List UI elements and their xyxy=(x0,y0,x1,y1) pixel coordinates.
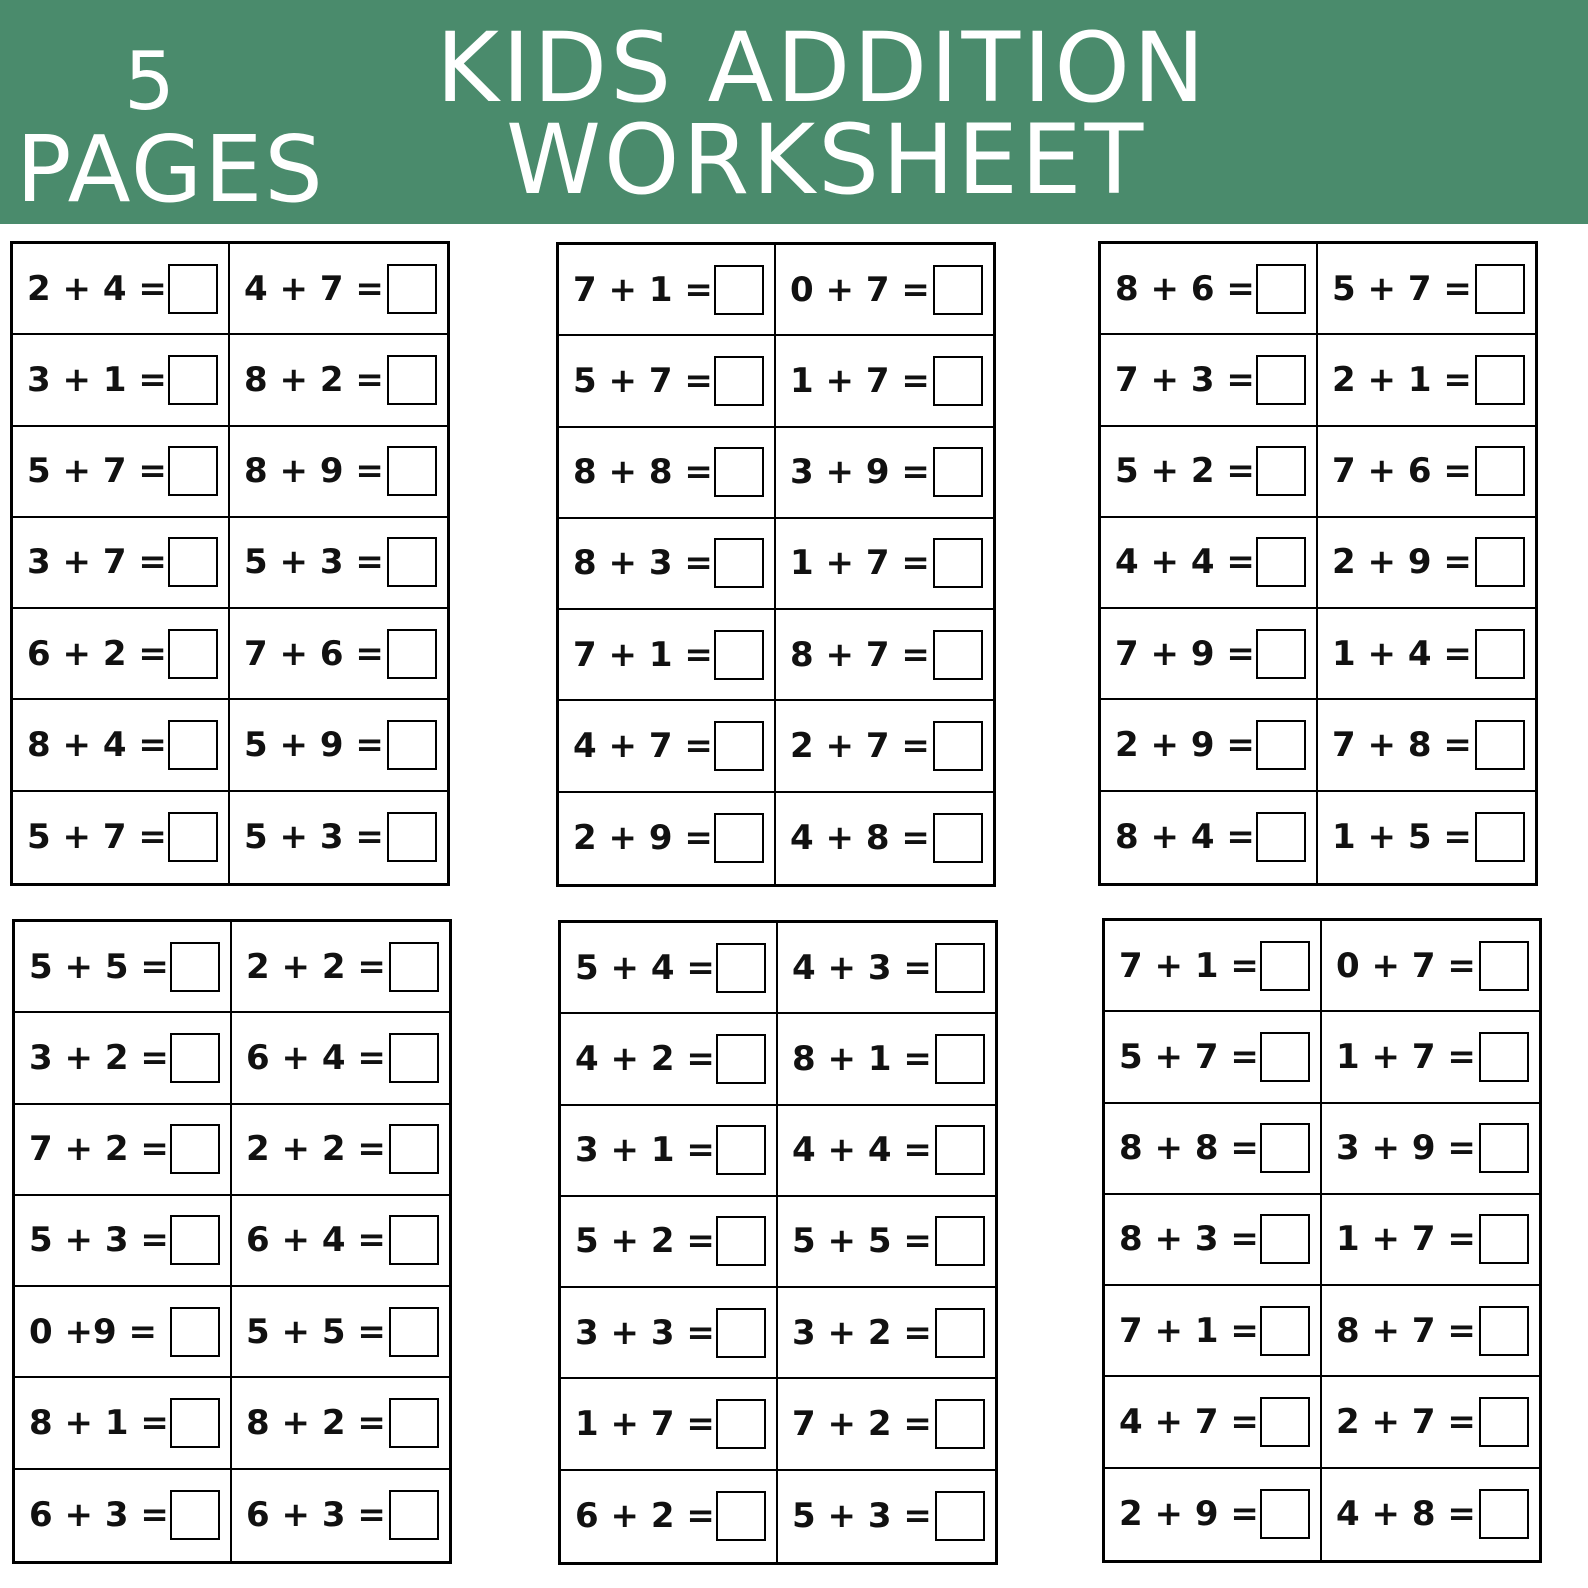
answer-box[interactable] xyxy=(1479,1032,1529,1082)
problem-cell xyxy=(1318,518,1535,609)
answer-box[interactable] xyxy=(935,1308,985,1358)
worksheet-page-6 xyxy=(1102,918,1542,1563)
problem-text: 8 + 3 = xyxy=(1119,1219,1259,1260)
answer-box[interactable] xyxy=(716,943,766,993)
answer-box[interactable] xyxy=(389,1398,439,1448)
problem-cell xyxy=(232,1378,449,1469)
problem-cell xyxy=(561,1379,778,1470)
problem-cell xyxy=(232,1013,449,1104)
problem-cell xyxy=(778,1379,995,1470)
answer-box[interactable] xyxy=(1479,1489,1529,1539)
problem-cell xyxy=(1318,609,1535,700)
problem-cell xyxy=(776,336,993,427)
problem-cell xyxy=(1105,1104,1322,1195)
problem-text: 1 + 7 = xyxy=(790,360,930,401)
answer-box[interactable] xyxy=(168,720,218,770)
problem-cell xyxy=(559,610,776,701)
problem-cell xyxy=(1322,1104,1539,1195)
problem-text: 8 + 6 = xyxy=(1115,268,1255,309)
problem-text: 5 + 9 = xyxy=(244,725,384,766)
problem-cell xyxy=(778,1197,995,1288)
problem-text: 0 + 7 = xyxy=(790,269,930,310)
problem-cell xyxy=(778,1471,995,1562)
problem-cell xyxy=(1322,1469,1539,1560)
problem-cell xyxy=(15,1378,232,1469)
worksheet-page-2 xyxy=(556,242,996,887)
pages-label: PAGES xyxy=(16,116,325,223)
problem-cell xyxy=(13,518,230,609)
answer-box[interactable] xyxy=(1260,1214,1310,1264)
problem-cell xyxy=(1322,1012,1539,1103)
problem-cell xyxy=(230,244,447,335)
problem-text: 7 + 6 = xyxy=(244,633,384,674)
problem-text: 4 + 7 = xyxy=(573,726,713,767)
answer-box[interactable] xyxy=(1479,1306,1529,1356)
answer-box[interactable] xyxy=(716,1491,766,1541)
problem-cell xyxy=(230,700,447,791)
problem-text: 5 + 5 = xyxy=(792,1221,932,1262)
problem-text: 8 + 2 = xyxy=(246,1403,386,1444)
problem-text: 7 + 2 = xyxy=(792,1404,932,1445)
answer-box[interactable] xyxy=(389,942,439,992)
worksheet-page-3 xyxy=(1098,241,1538,886)
problem-text: 1 + 7 = xyxy=(790,543,930,584)
problem-cell xyxy=(776,793,993,884)
problem-cell xyxy=(1105,1195,1322,1286)
problem-text: 6 + 4 = xyxy=(246,1037,386,1078)
answer-box[interactable] xyxy=(933,721,983,771)
answer-box[interactable] xyxy=(714,538,764,588)
answer-box[interactable] xyxy=(714,447,764,497)
problem-text: 1 + 7 = xyxy=(1336,1036,1476,1077)
problem-cell xyxy=(15,1105,232,1196)
problem-text: 5 + 3 = xyxy=(244,817,384,858)
problem-text: 5 + 7 = xyxy=(1119,1036,1259,1077)
problem-text: 5 + 7 = xyxy=(27,817,167,858)
problem-text: 7 + 2 = xyxy=(29,1129,169,1170)
answer-box[interactable] xyxy=(935,1216,985,1266)
answer-box[interactable] xyxy=(168,629,218,679)
answer-box[interactable] xyxy=(387,264,437,314)
problem-cell xyxy=(1318,335,1535,426)
answer-box[interactable] xyxy=(1260,941,1310,991)
problem-text: 7 + 8 = xyxy=(1332,725,1472,766)
problem-cell xyxy=(230,792,447,883)
answer-box[interactable] xyxy=(389,1490,439,1540)
problem-text: 4 + 8 = xyxy=(1336,1494,1476,1535)
problem-cell xyxy=(1101,792,1318,883)
problem-cell xyxy=(232,922,449,1013)
problem-cell xyxy=(561,1106,778,1197)
problem-cell xyxy=(778,923,995,1014)
problem-text: 5 + 7 = xyxy=(1332,268,1472,309)
problem-text: 2 + 7 = xyxy=(790,726,930,767)
problem-text: 8 + 4 = xyxy=(1115,817,1255,858)
problem-text: 7 + 1 = xyxy=(1119,945,1259,986)
answer-box[interactable] xyxy=(933,538,983,588)
problem-cell xyxy=(15,1470,232,1561)
problem-cell xyxy=(230,518,447,609)
problem-text: 8 + 2 = xyxy=(244,359,384,400)
answer-box[interactable] xyxy=(935,1399,985,1449)
answer-box[interactable] xyxy=(1479,1214,1529,1264)
answer-box[interactable] xyxy=(170,1490,220,1540)
answer-box[interactable] xyxy=(389,1033,439,1083)
problem-text: 8 + 8 = xyxy=(573,452,713,493)
page-title-line2: WORKSHEET xyxy=(506,104,1147,216)
problem-text: 3 + 9 = xyxy=(790,452,930,493)
answer-box[interactable] xyxy=(168,812,218,862)
problem-cell xyxy=(1318,792,1535,883)
answer-box[interactable] xyxy=(387,812,437,862)
problem-cell xyxy=(559,793,776,884)
answer-box[interactable] xyxy=(170,1124,220,1174)
problem-text: 8 + 4 = xyxy=(27,725,167,766)
answer-box[interactable] xyxy=(1256,812,1306,862)
answer-box[interactable] xyxy=(716,1399,766,1449)
problem-cell xyxy=(1105,1469,1322,1560)
problem-text: 5 + 4 = xyxy=(575,947,715,988)
problem-cell xyxy=(1101,244,1318,335)
problem-text: 4 + 8 = xyxy=(790,818,930,859)
answer-box[interactable] xyxy=(716,1308,766,1358)
problem-text: 2 + 4 = xyxy=(27,268,167,309)
problem-text: 3 + 1 = xyxy=(575,1130,715,1171)
problem-cell xyxy=(13,700,230,791)
answer-box[interactable] xyxy=(933,630,983,680)
problem-cell xyxy=(561,1197,778,1288)
problem-text: 7 + 6 = xyxy=(1332,451,1472,492)
problem-cell xyxy=(1105,1377,1322,1468)
answer-box[interactable] xyxy=(170,1398,220,1448)
answer-box[interactable] xyxy=(387,537,437,587)
problem-cell xyxy=(1105,1012,1322,1103)
problem-text: 4 + 3 = xyxy=(792,947,932,988)
problem-cell xyxy=(1318,427,1535,518)
problem-text: 3 + 7 = xyxy=(27,542,167,583)
problem-cell xyxy=(15,1196,232,1287)
answer-box[interactable] xyxy=(1475,629,1525,679)
problem-text: 7 + 1 = xyxy=(573,269,713,310)
problem-text: 7 + 9 = xyxy=(1115,633,1255,674)
problem-text: 6 + 2 = xyxy=(27,633,167,674)
problem-text: 6 + 4 = xyxy=(246,1220,386,1261)
answer-box[interactable] xyxy=(933,813,983,863)
answer-box[interactable] xyxy=(716,1125,766,1175)
problem-cell xyxy=(1105,1286,1322,1377)
problem-cell xyxy=(1318,700,1535,791)
problem-cell xyxy=(559,336,776,427)
title-banner xyxy=(0,0,1588,224)
answer-box[interactable] xyxy=(935,1491,985,1541)
problem-text: 4 + 7 = xyxy=(1119,1402,1259,1443)
problem-cell xyxy=(1101,609,1318,700)
problem-text: 6 + 3 = xyxy=(29,1495,169,1536)
problem-cell xyxy=(778,1014,995,1105)
answer-box[interactable] xyxy=(935,943,985,993)
problem-cell xyxy=(1322,921,1539,1012)
problem-text: 8 + 8 = xyxy=(1119,1128,1259,1169)
answer-box[interactable] xyxy=(1475,446,1525,496)
problem-text: 1 + 5 = xyxy=(1332,817,1472,858)
problem-cell xyxy=(561,1471,778,1562)
problem-text: 8 + 3 = xyxy=(573,543,713,584)
problem-cell xyxy=(778,1288,995,1379)
problem-text: 7 + 1 = xyxy=(573,634,713,675)
answer-box[interactable] xyxy=(1260,1489,1310,1539)
problem-cell xyxy=(776,245,993,336)
problem-text: 5 + 3 = xyxy=(244,542,384,583)
problem-cell xyxy=(13,609,230,700)
answer-box[interactable] xyxy=(714,721,764,771)
answer-box[interactable] xyxy=(1475,720,1525,770)
problem-cell xyxy=(1101,700,1318,791)
answer-box[interactable] xyxy=(1256,355,1306,405)
problem-text: 5 + 3 = xyxy=(29,1220,169,1261)
problem-cell xyxy=(561,1014,778,1105)
worksheet-page-5 xyxy=(558,920,998,1565)
problem-cell xyxy=(230,335,447,426)
problem-cell xyxy=(232,1105,449,1196)
problem-text: 5 + 7 = xyxy=(27,451,167,492)
problem-cell xyxy=(1322,1377,1539,1468)
problem-cell xyxy=(15,1013,232,1104)
answer-box[interactable] xyxy=(168,446,218,496)
problem-text: 7 + 3 = xyxy=(1115,359,1255,400)
answer-box[interactable] xyxy=(168,355,218,405)
answer-box[interactable] xyxy=(168,264,218,314)
problem-text: 2 + 1 = xyxy=(1332,359,1472,400)
problem-cell xyxy=(776,701,993,792)
answer-box[interactable] xyxy=(716,1034,766,1084)
problem-text: 5 + 5 = xyxy=(246,1311,386,1352)
problem-text: 1 + 7 = xyxy=(1336,1219,1476,1260)
answer-box[interactable] xyxy=(933,447,983,497)
problem-text: 2 + 9 = xyxy=(573,818,713,859)
problem-text: 8 + 1 = xyxy=(792,1038,932,1079)
answer-box[interactable] xyxy=(714,630,764,680)
problem-text: 4 + 2 = xyxy=(575,1038,715,1079)
problem-text: 3 + 1 = xyxy=(27,359,167,400)
problem-text: 7 + 1 = xyxy=(1119,1310,1259,1351)
problem-text: 5 + 3 = xyxy=(792,1496,932,1537)
answer-box[interactable] xyxy=(387,629,437,679)
problem-cell xyxy=(776,428,993,519)
answer-box[interactable] xyxy=(170,1033,220,1083)
problem-text: 6 + 3 = xyxy=(246,1495,386,1536)
answer-box[interactable] xyxy=(1475,537,1525,587)
problem-cell xyxy=(230,609,447,700)
problem-text: 5 + 7 = xyxy=(573,360,713,401)
problem-text: 5 + 2 = xyxy=(575,1221,715,1262)
answer-box[interactable] xyxy=(933,265,983,315)
problem-text: 4 + 4 = xyxy=(792,1130,932,1171)
problem-text: 2 + 9 = xyxy=(1115,725,1255,766)
answer-box[interactable] xyxy=(935,1125,985,1175)
problem-cell xyxy=(13,792,230,883)
answer-box[interactable] xyxy=(716,1216,766,1266)
problem-text: 3 + 9 = xyxy=(1336,1128,1476,1169)
problem-text: 3 + 2 = xyxy=(29,1037,169,1078)
problem-cell xyxy=(559,245,776,336)
problem-text: 4 + 4 = xyxy=(1115,542,1255,583)
problem-text: 1 + 7 = xyxy=(575,1404,715,1445)
problem-cell xyxy=(1101,518,1318,609)
problem-cell xyxy=(1105,921,1322,1012)
problem-text: 5 + 2 = xyxy=(1115,451,1255,492)
problem-cell xyxy=(559,701,776,792)
answer-box[interactable] xyxy=(714,265,764,315)
answer-box[interactable] xyxy=(389,1215,439,1265)
answer-box[interactable] xyxy=(170,942,220,992)
answer-box[interactable] xyxy=(935,1034,985,1084)
problem-cell xyxy=(1318,244,1535,335)
answer-box[interactable] xyxy=(387,355,437,405)
problem-text: 3 + 2 = xyxy=(792,1312,932,1353)
answer-box[interactable] xyxy=(1479,941,1529,991)
answer-box[interactable] xyxy=(1260,1306,1310,1356)
answer-box[interactable] xyxy=(170,1215,220,1265)
problem-cell xyxy=(1322,1195,1539,1286)
problem-text: 8 + 7 = xyxy=(1336,1310,1476,1351)
problem-cell xyxy=(561,923,778,1014)
answer-box[interactable] xyxy=(1479,1123,1529,1173)
problem-text: 5 + 5 = xyxy=(29,946,169,987)
problem-cell xyxy=(561,1288,778,1379)
problem-cell xyxy=(13,335,230,426)
problem-cell xyxy=(232,1196,449,1287)
problem-text: 1 + 4 = xyxy=(1332,633,1472,674)
problem-cell xyxy=(1101,335,1318,426)
answer-box[interactable] xyxy=(933,356,983,406)
answer-box[interactable] xyxy=(387,720,437,770)
problem-text: 2 + 9 = xyxy=(1119,1494,1259,1535)
answer-box[interactable] xyxy=(1256,720,1306,770)
answer-box[interactable] xyxy=(1256,629,1306,679)
problem-text: 6 + 2 = xyxy=(575,1496,715,1537)
problem-cell xyxy=(1322,1286,1539,1377)
problem-text: 8 + 7 = xyxy=(790,634,930,675)
problem-text: 2 + 2 = xyxy=(246,946,386,987)
problem-cell xyxy=(13,244,230,335)
page-title-line1: KIDS ADDITION xyxy=(436,12,1208,124)
problem-cell xyxy=(559,519,776,610)
answer-box[interactable] xyxy=(168,537,218,587)
problem-cell xyxy=(776,610,993,701)
problem-text: 2 + 9 = xyxy=(1332,542,1472,583)
problem-text: 4 + 7 = xyxy=(244,268,384,309)
answer-box[interactable] xyxy=(1479,1397,1529,1447)
answer-box[interactable] xyxy=(389,1307,439,1357)
problem-cell xyxy=(778,1106,995,1197)
answer-box[interactable] xyxy=(1256,264,1306,314)
problem-text: 8 + 9 = xyxy=(244,451,384,492)
answer-box[interactable] xyxy=(1256,446,1306,496)
problem-text: 3 + 3 = xyxy=(575,1312,715,1353)
problem-cell xyxy=(232,1470,449,1561)
problem-cell xyxy=(15,922,232,1013)
answer-box[interactable] xyxy=(714,356,764,406)
problem-cell xyxy=(13,427,230,518)
problem-cell xyxy=(776,519,993,610)
pages-count: 5 xyxy=(124,35,177,128)
problem-text: 0 + 7 = xyxy=(1336,945,1476,986)
problem-cell xyxy=(1101,427,1318,518)
answer-box[interactable] xyxy=(1475,355,1525,405)
worksheet-page-4 xyxy=(12,919,452,1564)
problem-text: 8 + 1 = xyxy=(29,1403,169,1444)
problem-text: 2 + 2 = xyxy=(246,1129,386,1170)
worksheet-page-1 xyxy=(10,241,450,886)
answer-box[interactable] xyxy=(714,813,764,863)
answer-box[interactable] xyxy=(1260,1032,1310,1082)
answer-box[interactable] xyxy=(389,1124,439,1174)
answer-box[interactable] xyxy=(387,446,437,496)
problem-cell xyxy=(559,428,776,519)
problem-text: 0 +9 = xyxy=(29,1311,157,1352)
answer-box[interactable] xyxy=(1475,812,1525,862)
answer-box[interactable] xyxy=(1475,264,1525,314)
answer-box[interactable] xyxy=(170,1307,220,1357)
problem-cell xyxy=(232,1287,449,1378)
answer-box[interactable] xyxy=(1260,1397,1310,1447)
problem-cell xyxy=(230,427,447,518)
answer-box[interactable] xyxy=(1260,1123,1310,1173)
problem-text: 2 + 7 = xyxy=(1336,1402,1476,1443)
answer-box[interactable] xyxy=(1256,537,1306,587)
problem-cell xyxy=(15,1287,232,1378)
